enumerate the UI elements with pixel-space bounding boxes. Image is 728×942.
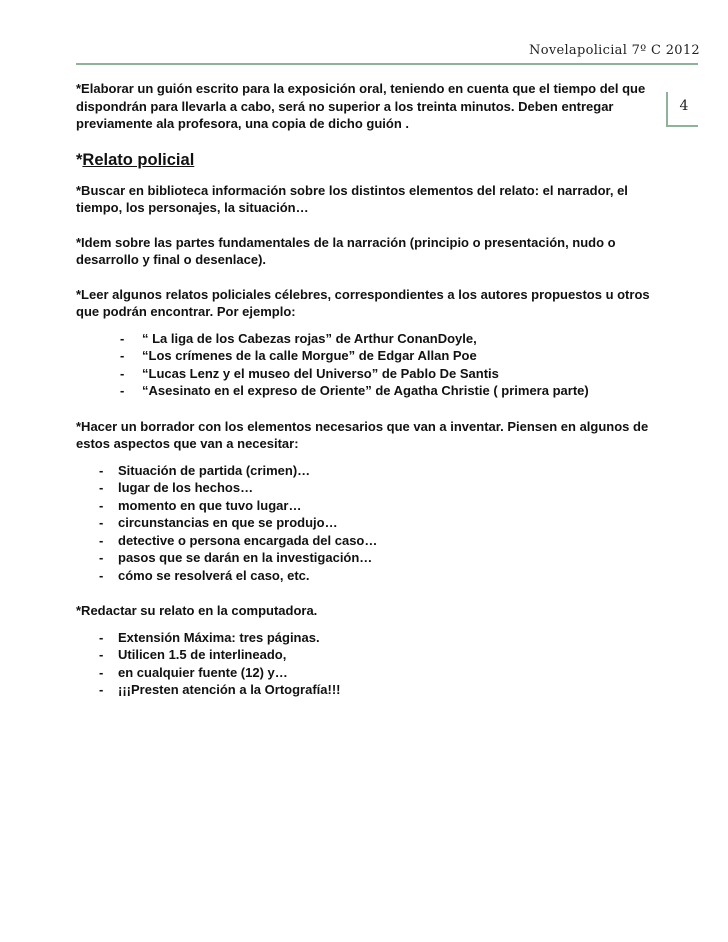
list-dash: - [99,682,104,697]
list-item [76,664,660,682]
book-list [76,330,660,400]
list-dash: - [99,647,104,662]
list-item [76,514,660,532]
list-item [76,532,660,550]
list-item-text: circunstancias en que se produjo… [118,515,338,530]
list-dash: - [99,567,104,583]
list-item-text: Situación de partida (crimen)… [118,462,311,478]
paragraph-elements: *Buscar en biblioteca información sobre los distintos elementos del relato: el narrador, el tiempo, los personajes, la situación… [76,182,628,215]
page-number-rule [666,125,698,127]
list-dash: - [99,532,104,548]
list-item [76,567,660,585]
list-dash: - [99,480,104,495]
list-item-text: Extensión Máxima: tres páginas. [118,629,320,645]
aspect-list [76,462,660,585]
section-heading [76,150,660,170]
header-title: Novelapolicial 7º C 2012 [529,43,700,58]
intro-paragraph: *Elaborar un guión escrito para la exposición oral, teniendo en cuenta que el tiempo del que dispondrán para llevarla a cabo, será no superior a los treinta minutos. Deben entregar previamente ala profesora, una copia de dicho guión . [76,81,646,131]
list-dash: - [99,550,104,565]
list-dash: - [120,348,125,363]
list-dash: - [120,383,125,398]
list-item-text: “Los crímenes de la calle Morgue” de Edgar Allan Poe [142,348,477,363]
document-body [76,80,660,717]
list-item [76,497,660,515]
list-item [76,646,660,664]
paragraph-draft: *Hacer un borrador con los elementos necesarios que van a inventar. Piensen en algunos de estos aspectos que van a necesitar: [76,418,649,451]
list-dash: - [120,330,125,346]
list-dash: - [99,462,104,478]
section-heading-text: Relato policial [82,150,195,169]
list-item-text: momento en que tuvo lugar… [118,497,302,513]
paragraph-parts: *Idem sobre las partes fundamentales de la narración (principio o presentación, nudo o desarrollo y final o desenlace). [76,234,616,267]
list-item [76,365,660,383]
list-item [76,347,660,365]
list-item [76,629,660,647]
list-dash: - [120,365,125,381]
list-item-text: “Asesinato en el expreso de Oriente” de Agatha Christie ( primera parte) [142,383,589,398]
list-item-text: pasos que se darán en la investigación… [118,550,373,565]
list-dash: - [99,515,104,530]
list-item-text: cómo se resolverá el caso, etc. [118,567,310,583]
header-rule [76,63,698,65]
paragraph-write: *Redactar su relato en la computadora. [76,603,318,618]
list-item-text: Utilicen 1.5 de interlineado, [118,647,287,662]
list-item [76,382,660,400]
list-dash: - [99,497,104,513]
list-item-text: detective o persona encargada del caso… [118,532,378,548]
page-number-border [666,92,668,126]
list-item [76,681,660,699]
list-item-text: en cualquier fuente (12) y… [118,664,288,680]
list-item [76,479,660,497]
page-number: 4 [679,98,689,114]
list-item [76,462,660,480]
list-dash: - [99,629,104,645]
list-dash: - [99,664,104,680]
list-item [76,330,660,348]
list-item-text: ¡¡¡Presten atención a la Ortografía!!! [118,682,341,697]
list-item-text: “ La liga de los Cabezas rojas” de Arthur ConanDoyle, [142,330,477,346]
section-heading-prefix: * [76,150,83,169]
paragraph-read: *Leer algunos relatos policiales célebres, correspondientes a los autores propuestos u otros que podrán encontrar. Por ejemplo: [76,286,650,319]
list-item [76,549,660,567]
list-item-text: lugar de los hechos… [118,480,254,495]
list-item-text: “Lucas Lenz y el museo del Universo” de Pablo De Santis [142,365,499,381]
rules-list [76,629,660,699]
